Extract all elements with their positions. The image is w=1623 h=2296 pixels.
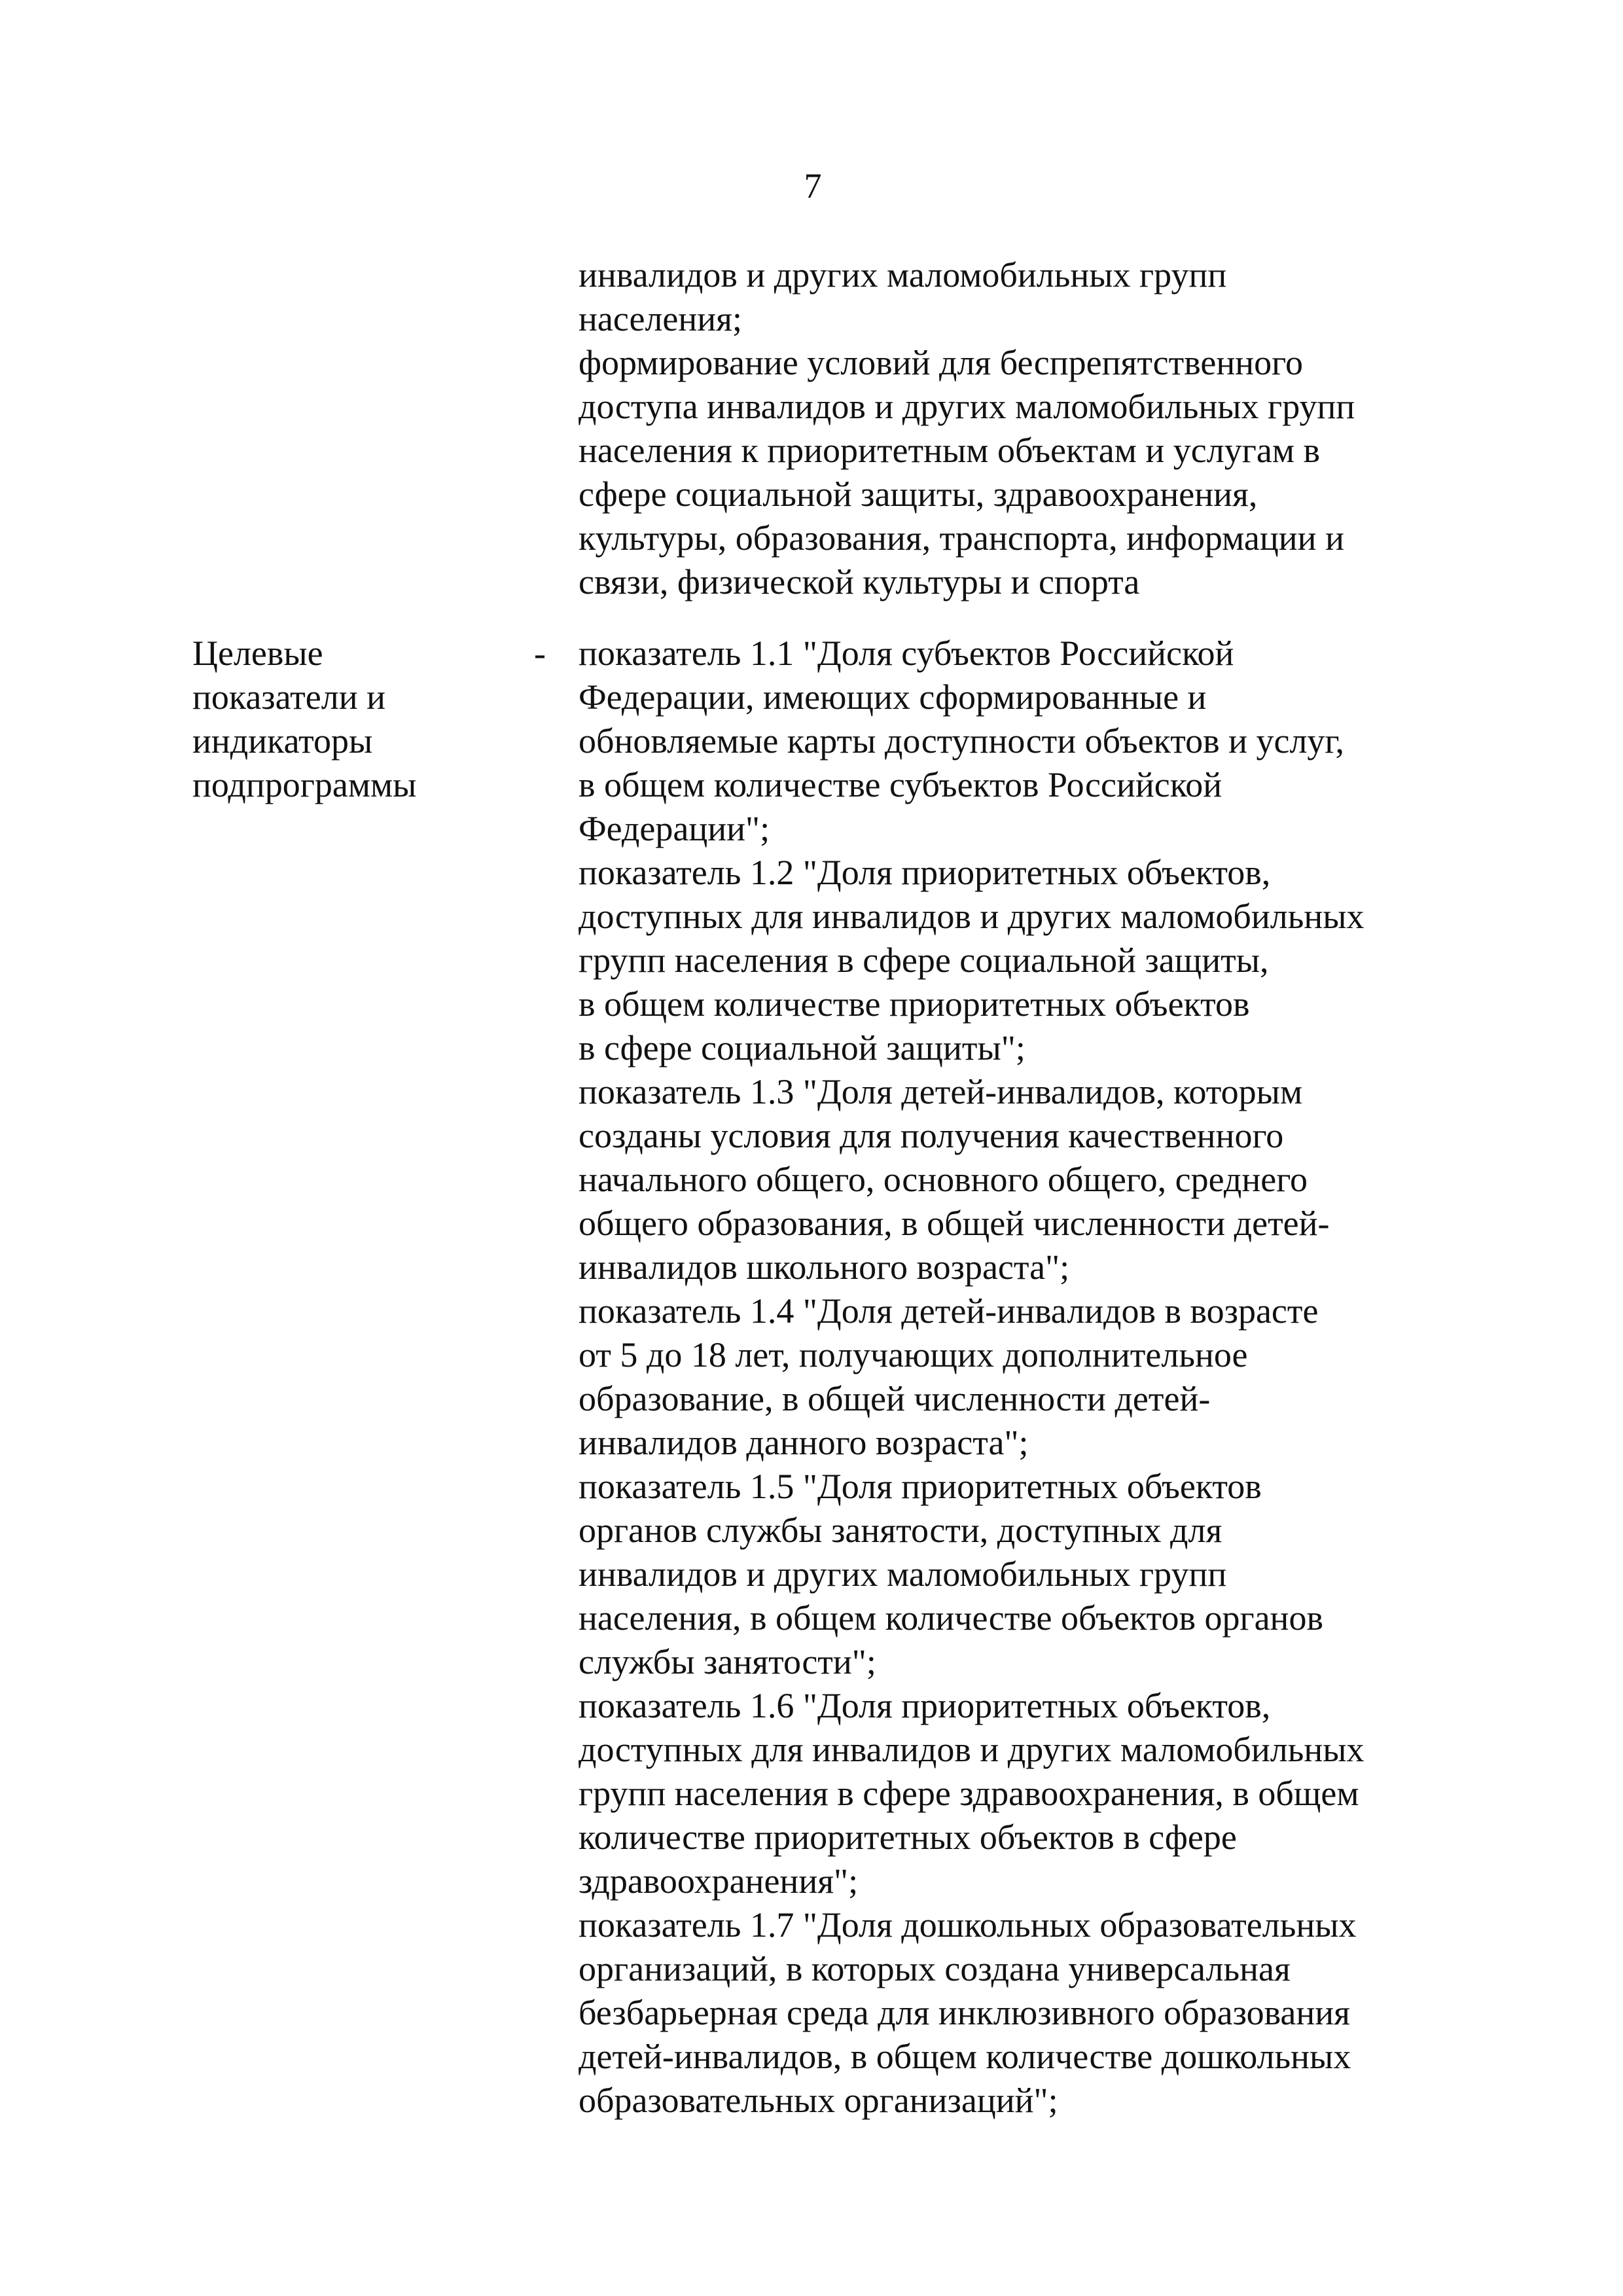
separator-dash: - xyxy=(534,634,546,673)
text-line: инвалидов и других маломобильных групп xyxy=(579,255,1227,295)
text-line: показатель 1.2 "Доля приоритетных объектов, xyxy=(579,853,1271,892)
label-line: подпрограммы xyxy=(192,765,417,804)
text-line: доступных для инвалидов и других маломобильных xyxy=(579,897,1364,936)
text-line: групп населения в сфере социальной защиты, xyxy=(579,941,1269,980)
text-line: формирование условий для беспрепятственного xyxy=(579,343,1303,382)
text-line: обновляемые карты доступности объектов и услуг, xyxy=(579,721,1344,761)
text-line: количестве приоритетных объектов в сфере xyxy=(579,1818,1237,1857)
text-line: в общем количестве приоритетных объектов xyxy=(579,984,1250,1024)
label-line: индикаторы xyxy=(192,721,373,761)
page-number: 7 xyxy=(804,166,822,206)
text-line: от 5 до 18 лет, получающих дополнительное xyxy=(579,1335,1248,1374)
text-line: доступа инвалидов и других маломобильных групп xyxy=(579,387,1355,426)
text-line: показатель 1.7 "Доля дошкольных образовательных xyxy=(579,1905,1357,1945)
text-line: инвалидов школьного возраста"; xyxy=(579,1247,1070,1287)
text-line: показатель 1.1 "Доля субъектов Российской xyxy=(579,634,1234,673)
text-line: сфере социальной защиты, здравоохранения, xyxy=(579,475,1258,514)
text-line: организаций, в которых создана универсальная xyxy=(579,1949,1291,1988)
text-line: безбарьерная среда для инклюзивного образования xyxy=(579,1993,1350,2032)
text-line: Федерации"; xyxy=(579,809,770,848)
text-line: населения, в общем количестве объектов органов xyxy=(579,1598,1323,1638)
text-line: образование, в общей численности детей- xyxy=(579,1379,1211,1418)
text-line: доступных для инвалидов и других маломобильных xyxy=(579,1730,1364,1769)
text-line: показатель 1.3 "Доля детей-инвалидов, которым xyxy=(579,1072,1303,1111)
text-line: детей-инвалидов, в общем количестве дошкольных xyxy=(579,2037,1351,2076)
text-line: показатель 1.6 "Доля приоритетных объектов, xyxy=(579,1686,1271,1725)
text-line: показатель 1.5 "Доля приоритетных объектов xyxy=(579,1467,1262,1506)
text-line: службы занятости"; xyxy=(579,1642,876,1681)
text-line: инвалидов данного возраста"; xyxy=(579,1423,1029,1462)
text-line: связи, физической культуры и спорта xyxy=(579,562,1140,601)
label-line: показатели и xyxy=(192,677,385,717)
text-line: групп населения в сфере здравоохранения, в общем xyxy=(579,1774,1359,1813)
text-line: созданы условия для получения качественного xyxy=(579,1116,1284,1155)
text-line: Федерации, имеющих сформированные и xyxy=(579,677,1207,717)
text-line: населения к приоритетным объектам и услугам в xyxy=(579,431,1320,470)
text-line: в общем количестве субъектов Российской xyxy=(579,765,1222,804)
text-line: инвалидов и других маломобильных групп xyxy=(579,1554,1227,1594)
text-line: начального общего, основного общего, среднего xyxy=(579,1160,1308,1199)
text-line: показатель 1.4 "Доля детей-инвалидов в возрасте xyxy=(579,1291,1319,1331)
text-line: общего образования, в общей численности детей- xyxy=(579,1204,1330,1243)
text-line: образовательных организаций"; xyxy=(579,2081,1058,2120)
label-line: Целевые xyxy=(192,634,323,673)
text-line: органов службы занятости, доступных для xyxy=(579,1511,1222,1550)
text-line: населения; xyxy=(579,299,743,338)
text-line: здравоохранения"; xyxy=(579,1861,859,1901)
text-line: в сфере социальной защиты"; xyxy=(579,1028,1026,1067)
text-line: культуры, образования, транспорта, информации и xyxy=(579,518,1344,558)
